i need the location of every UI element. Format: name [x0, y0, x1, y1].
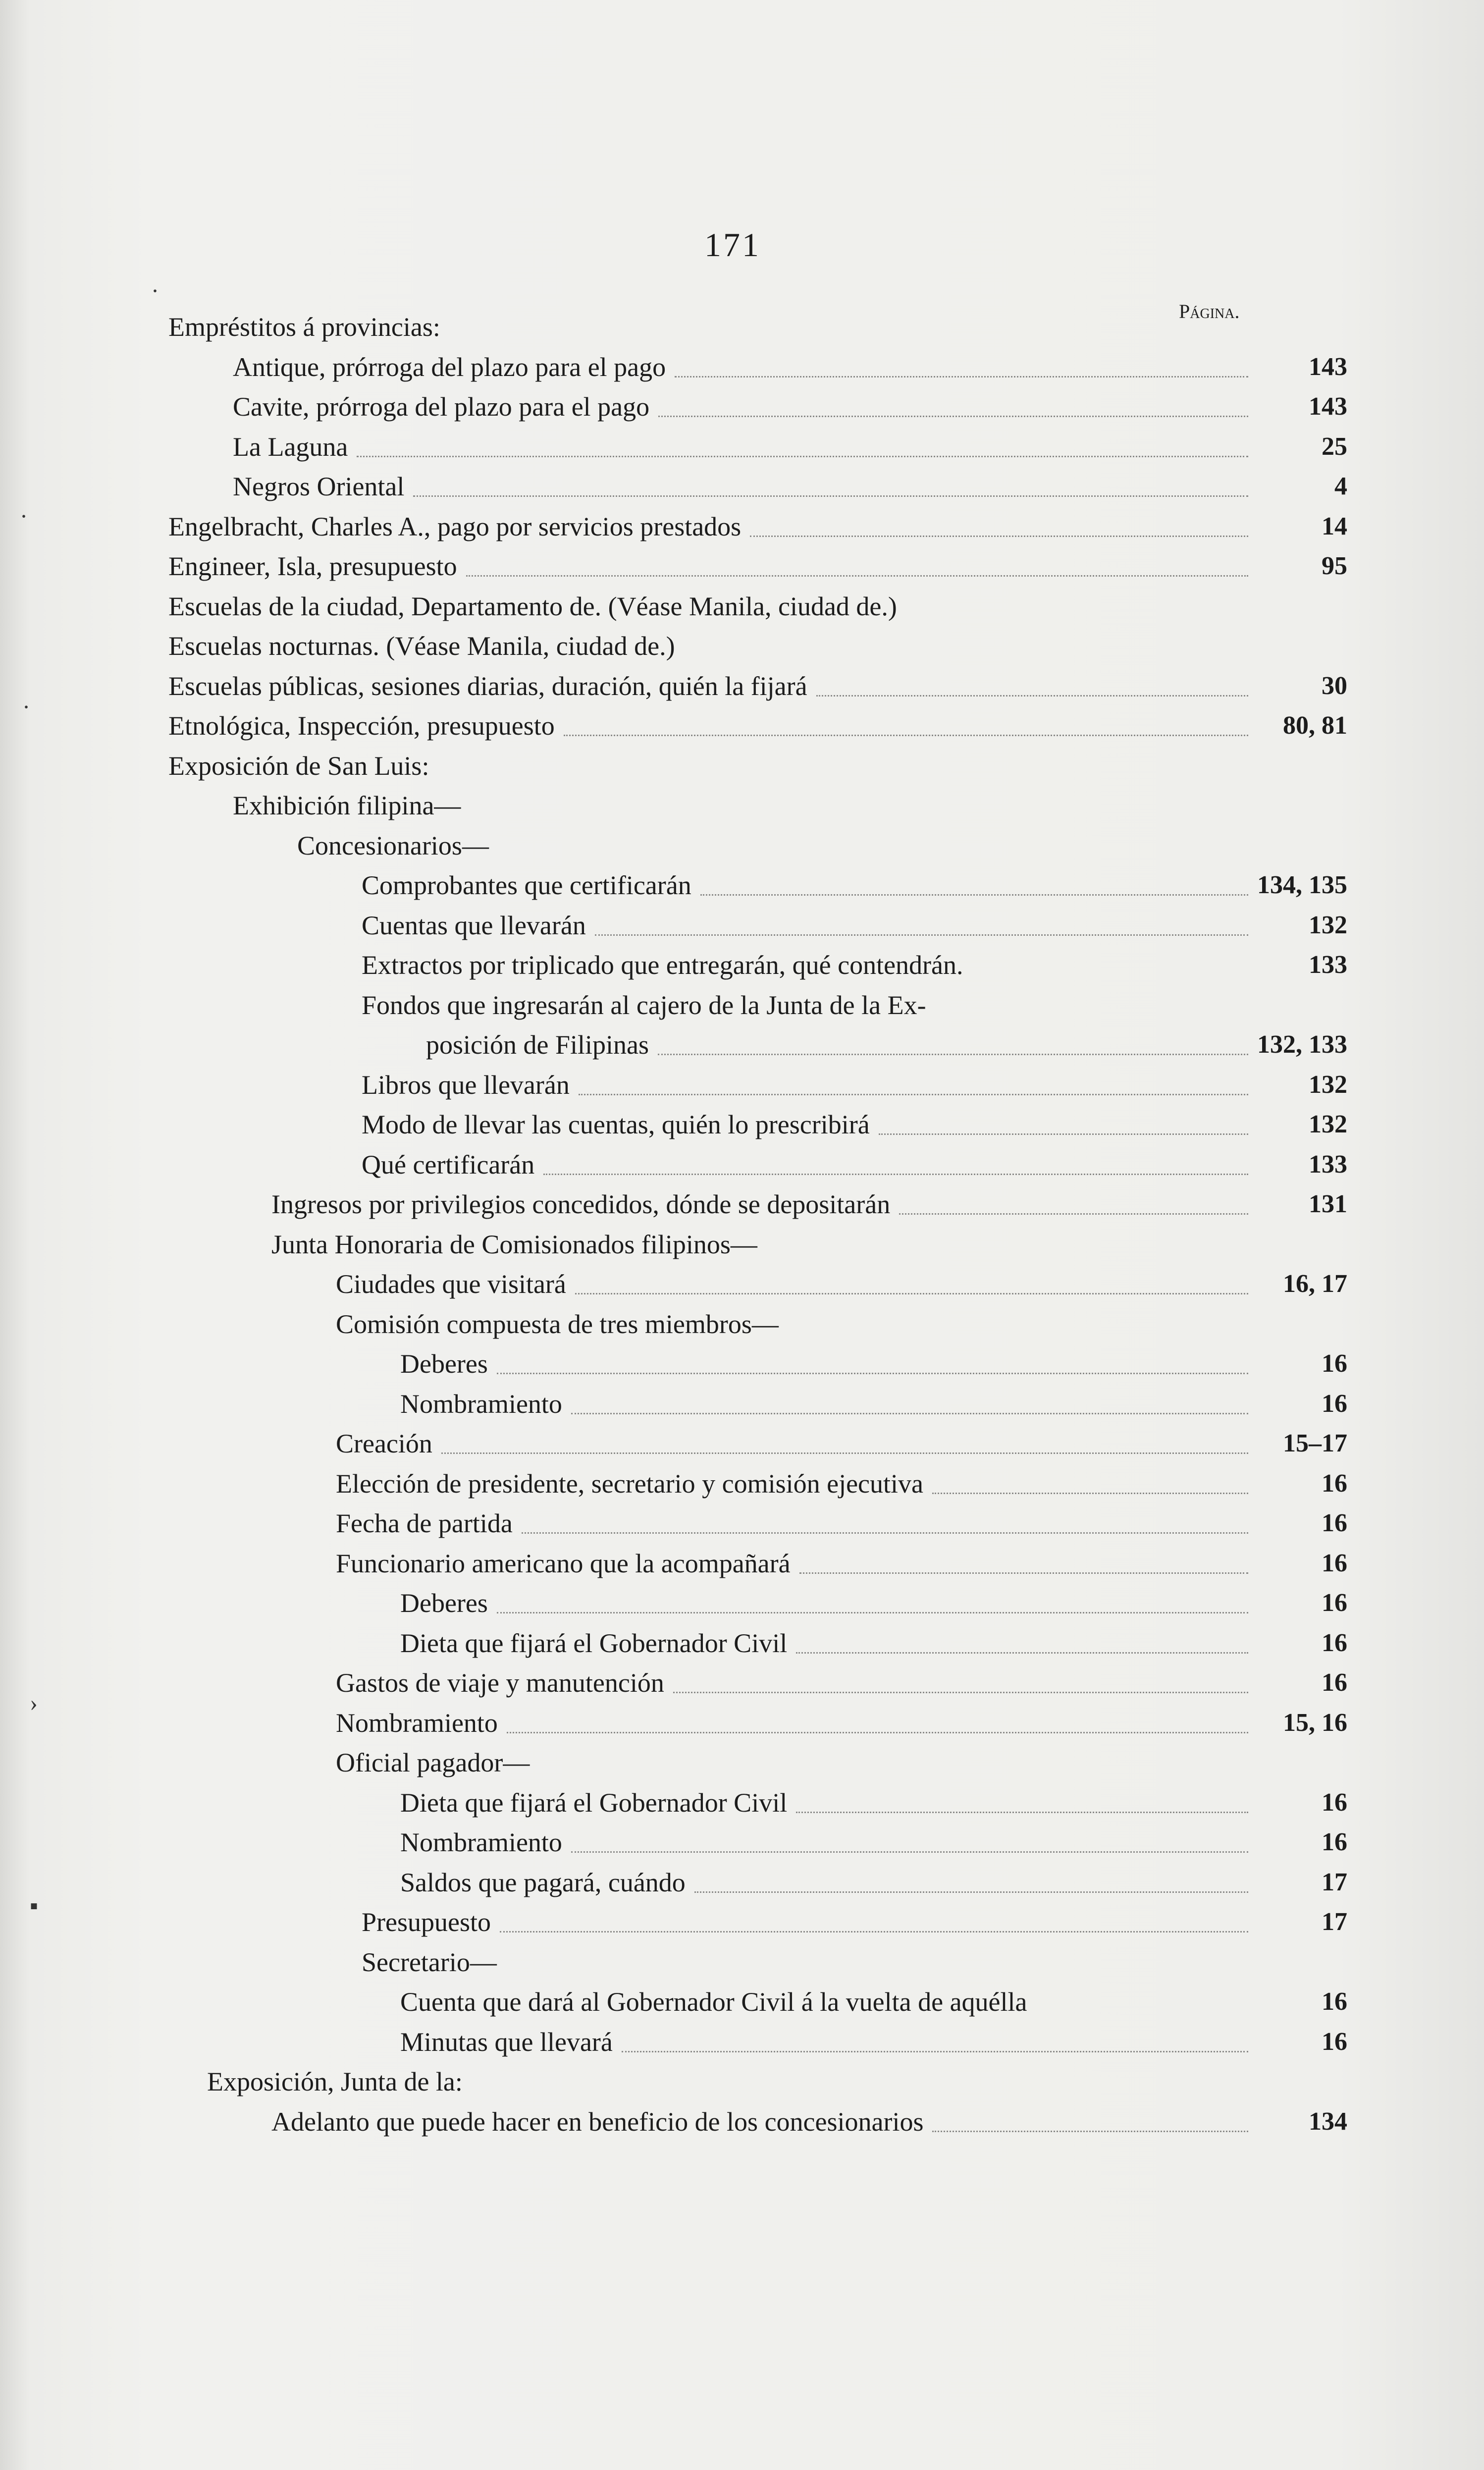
index-entry-text: Exhibición filipina—: [233, 791, 461, 820]
index-entry-page: 95: [1322, 552, 1347, 580]
index-entry-text: Fecha de partida: [336, 1508, 513, 1538]
index-entry: [168, 587, 1347, 626]
index-entry-text: Cavite, prórroga del plazo para el pago: [233, 392, 650, 422]
index-entry-text: Deberes: [400, 1349, 488, 1379]
index-entry-page: 16: [1322, 1349, 1347, 1378]
margin-mark: ·: [22, 694, 30, 720]
index-entry: [336, 1703, 1347, 1743]
margin-mark: ▪: [30, 1893, 39, 1919]
index-entry: [362, 1942, 1347, 1982]
dot-leader: [564, 695, 1248, 736]
dot-leader: [522, 1493, 1248, 1534]
index-entry: [271, 1184, 1347, 1224]
dot-leader: [622, 2011, 1248, 2052]
index-entry-text: La Laguna: [233, 431, 348, 462]
dot-leader: [571, 1812, 1248, 1853]
dot-leader: [932, 1453, 1248, 1494]
index-entry-page: 14: [1322, 512, 1347, 540]
index-entry-text: Deberes: [400, 1588, 488, 1618]
index-entry-text: Libros que llevarán: [362, 1070, 570, 1100]
index-entry: [168, 706, 1347, 746]
index-entry-page: 133: [1309, 1150, 1347, 1179]
index-entry-page: 80, 81: [1283, 711, 1347, 740]
index-entry: [362, 906, 1347, 945]
index-entry: [168, 746, 1347, 786]
index-entry-text: Concesionarios—: [297, 830, 489, 860]
index-entry-text: Dieta que fijará el Gobernador Civil: [400, 1787, 788, 1818]
dot-leader: [694, 1852, 1248, 1893]
dot-leader: [575, 1253, 1248, 1294]
index-entry-text: Escuelas nocturnas. (Véase Manila, ciudad de.): [168, 631, 675, 661]
dot-leader: [579, 1054, 1248, 1095]
index-entry-page: 15–17: [1283, 1429, 1347, 1457]
index-entry-page: 16: [1322, 2027, 1347, 2056]
dot-leader: [658, 1014, 1248, 1055]
index-entry-text: Extractos por triplicado que entregarán, qué contendrán.: [362, 950, 963, 980]
margin-mark: ›: [30, 1690, 38, 1716]
index-entry-text: Escuelas públicas, sesiones diarias, duración, quién la fijará: [168, 671, 807, 701]
index-entry-text: posición de Filipinas: [426, 1030, 649, 1060]
index-entry-text: Escuelas de la ciudad, Departamento de. (Véase Manila, ciudad de.): [168, 591, 897, 621]
page-number: 171: [704, 226, 761, 264]
index-entry-page: 4: [1334, 472, 1347, 500]
index-entry-page: 15, 16: [1283, 1708, 1347, 1737]
index-entry-text: Negros Oriental: [233, 472, 405, 501]
index-entry-text: Minutas que llevará: [400, 2027, 613, 2057]
index-entry-text: Junta Honoraria de Comisionados filipinos—: [271, 1229, 757, 1259]
margin-mark: ·: [151, 278, 159, 304]
dot-leader: [899, 1174, 1248, 1215]
dot-leader: [796, 1612, 1248, 1654]
index-entry-text: Empréstitos á provincias:: [168, 312, 440, 342]
index-entry-text: Antique, prórroga del plazo para el pago: [233, 352, 666, 382]
index-entry: [336, 1264, 1347, 1304]
index-entry-page: 16: [1322, 1987, 1347, 2016]
index-entry-page: 133: [1309, 951, 1347, 979]
index-entry-text: Ingresos por privilegios concedidos, dónde se depositarán: [271, 1189, 891, 1219]
dot-leader: [658, 376, 1248, 417]
index-entry-page: 16: [1322, 1628, 1347, 1657]
dot-leader: [466, 536, 1248, 577]
dot-leader: [796, 1772, 1248, 1813]
index-entry-text: Comisión compuesta de tres miembros—: [336, 1309, 779, 1339]
index-entry: [233, 786, 1347, 825]
index-entry-text: Cuentas que llevarán: [362, 910, 586, 940]
index-entry-text: Qué certificarán: [362, 1149, 535, 1180]
dot-leader: [595, 895, 1248, 936]
dot-leader: [879, 1094, 1248, 1135]
margin-mark: ·: [20, 503, 28, 530]
index-entry-page: 16: [1322, 1788, 1347, 1817]
index-entry-page: 134, 135: [1257, 871, 1347, 899]
dot-leader: [932, 2091, 1248, 2132]
dot-leader: [441, 1413, 1248, 1454]
index-entry-text: Dieta que fijará el Gobernador Civil: [400, 1628, 788, 1658]
index-entry-page: 17: [1322, 1908, 1347, 1936]
index-entry-text: Cuenta que dará al Gobernador Civil á la vuelta de aquélla: [400, 1987, 1027, 2017]
index-entry-text: Elección de presidente, secretario y comisión ejecutiva: [336, 1468, 923, 1499]
index-entry-page: 16: [1322, 1828, 1347, 1856]
index-entry-page: 16: [1322, 1389, 1347, 1418]
index-entry-page: 30: [1322, 671, 1347, 700]
page-column-header: Página.: [1179, 300, 1240, 322]
index-entry-text: Saldos que pagará, cuándo: [400, 1867, 686, 1897]
index-entry-text: Nombramiento: [400, 1389, 562, 1419]
index-entry: [168, 546, 1347, 586]
dot-leader: [675, 336, 1248, 377]
index-entry-page: 16: [1322, 1469, 1347, 1498]
dot-leader: [543, 1134, 1248, 1175]
index-entry-text: Exposición de San Luis:: [168, 751, 429, 781]
index-entry-text: Presupuesto: [362, 1907, 491, 1937]
index-entry-text: Nombramiento: [400, 1827, 562, 1857]
index-entry-page: 16, 17: [1283, 1270, 1347, 1298]
index-entry-text: Etnológica, Inspección, presupuesto: [168, 711, 555, 741]
index-entry-text: Modo de llevar las cuentas, quién lo prescribirá: [362, 1110, 870, 1139]
index-entry: [271, 2102, 1347, 2142]
index-entry-page: 134: [1309, 2107, 1347, 2136]
dot-leader: [413, 456, 1248, 497]
index-entry-text: Gastos de viaje y manutención: [336, 1668, 664, 1698]
index-entry-text: Creación: [336, 1429, 432, 1458]
index-entry-text: Ciudades que visitará: [336, 1269, 566, 1299]
dot-leader: [799, 1533, 1248, 1574]
index-entry-page: 131: [1309, 1190, 1347, 1218]
index-entry-text: Funcionario americano que la acompañará: [336, 1548, 791, 1578]
dot-leader: [357, 416, 1248, 457]
index-entry-page: 132, 133: [1257, 1030, 1347, 1059]
index-entry-text: Engelbracht, Charles A., pago por servicios prestados: [168, 511, 742, 541]
index-entry-text: Comprobantes que certificarán: [362, 870, 691, 900]
index-entry-page: 17: [1322, 1868, 1347, 1896]
index-entry-page: 16: [1322, 1549, 1347, 1577]
index-entry: [362, 945, 1347, 985]
dot-leader: [700, 855, 1248, 896]
index-entry-page: 143: [1309, 352, 1347, 381]
index-entry-page: 132: [1309, 1110, 1347, 1138]
dot-leader: [673, 1652, 1248, 1693]
dot-leader: [500, 1891, 1248, 1933]
index-entry-page: 143: [1309, 392, 1347, 421]
index-entry: [400, 2022, 1347, 2062]
index-entry-page: 132: [1309, 911, 1347, 939]
index-entry-text: Fondos que ingresarán al cajero de la Junta de la Ex-: [362, 990, 926, 1020]
index-entry-text: Engineer, Isla, presupuesto: [168, 551, 457, 581]
index-entry-text: Secretario—: [362, 1947, 497, 1977]
index-entry-text: Adelanto que puede hacer en beneficio de los concesionarios: [271, 2106, 924, 2137]
index-entry-page: 16: [1322, 1668, 1347, 1697]
index-entry-text: Nombramiento: [336, 1708, 498, 1738]
index-entry: [362, 1902, 1347, 1942]
dot-leader: [497, 1572, 1248, 1613]
dot-leader: [816, 655, 1248, 697]
index-entry-page: 16: [1322, 1509, 1347, 1537]
dot-leader: [571, 1373, 1248, 1414]
index-entry-text: Exposición, Junta de la:: [207, 2067, 463, 2096]
index-entry-page: 25: [1322, 432, 1347, 461]
index-entry-page: 16: [1322, 1589, 1347, 1617]
dot-leader: [497, 1333, 1248, 1374]
index-entry-text: Oficial pagador—: [336, 1748, 530, 1777]
index-entry-page: 132: [1309, 1070, 1347, 1099]
dot-leader: [507, 1692, 1248, 1733]
dot-leader: [750, 496, 1248, 537]
